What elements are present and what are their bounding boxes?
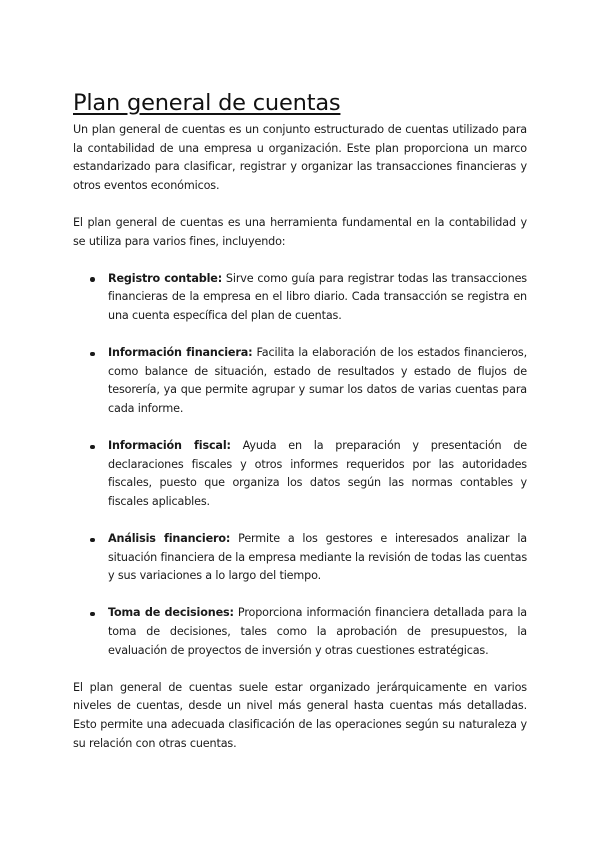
list-item-term: Toma de decisiones: bbox=[108, 606, 234, 620]
list-item bbox=[73, 344, 527, 418]
closing-paragraph: El plan general de cuentas suele estar organizado jerárquicamente en varios niveles de cuentas, desde un nivel más general hasta cuentas más detalladas. Esto permite una adecuada clasificación de las operaciones según su naturaleza y su relación con otras cuentas. bbox=[73, 680, 527, 750]
list-item bbox=[73, 530, 527, 586]
bullet-icon bbox=[90, 277, 95, 282]
list-item bbox=[73, 604, 527, 660]
list-item-text: Permite a los gestores e interesados analizar la situación financiera de la empresa mediante la revisión de todas las cuentas y sus variaciones a lo largo del tiempo. bbox=[108, 532, 527, 583]
intro-paragraph: Un plan general de cuentas es un conjunto estructurado de cuentas utilizado para la contabilidad de una empresa u organización. Este plan proporciona un marco estandarizado para clasificar, registrar y organizar las transacciones financieras y otros eventos económicos. bbox=[73, 123, 527, 192]
paragraph-spacer bbox=[73, 195, 527, 214]
list-item-text: Sirve como guía para registrar todas las transacciones financieras de la empresa en el libro diario. Cada transacción se registra en una cuenta específica del plan de cuentas. bbox=[108, 271, 527, 322]
list-item-text: Ayuda en la preparación y presentación de declaraciones fiscales y otros informes requeridos por las autoridades fiscales, puesto que organiza los datos según las normas contables y fiscales aplicables. bbox=[108, 439, 528, 508]
list-item-text: Proporciona información financiera detallada para la toma de decisiones, tales como la aprobación de presupuestos, la evaluación de proyectos de inversión y otras cuestiones estratégicas. bbox=[108, 606, 527, 657]
bullet-icon bbox=[90, 352, 95, 357]
document-page bbox=[73, 88, 527, 753]
uses-list bbox=[73, 270, 527, 660]
list-item-term: Análisis financiero: bbox=[108, 532, 231, 546]
list-item-text: Facilita la elaboración de los estados financieros, como balance de situación, estado de resultados y estado de flujos de tesorería, ya que permite agrupar y sumar los datos de varias cuentas para cada informe. bbox=[108, 346, 527, 415]
list-item bbox=[73, 437, 527, 511]
bullet-icon bbox=[90, 538, 95, 543]
list-item-term: Información fiscal: bbox=[108, 439, 231, 453]
list-item bbox=[73, 270, 527, 326]
bullet-icon bbox=[90, 612, 95, 617]
purposes-paragraph: El plan general de cuentas es una herramienta fundamental en la contabilidad y se utiliza para varios fines, incluyendo: bbox=[73, 215, 527, 248]
list-item-term: Información financiera: bbox=[108, 346, 253, 360]
list-item-term: Registro contable: bbox=[108, 271, 223, 285]
bullet-icon bbox=[90, 445, 95, 450]
page-title: Plan general de cuentas bbox=[73, 90, 341, 116]
